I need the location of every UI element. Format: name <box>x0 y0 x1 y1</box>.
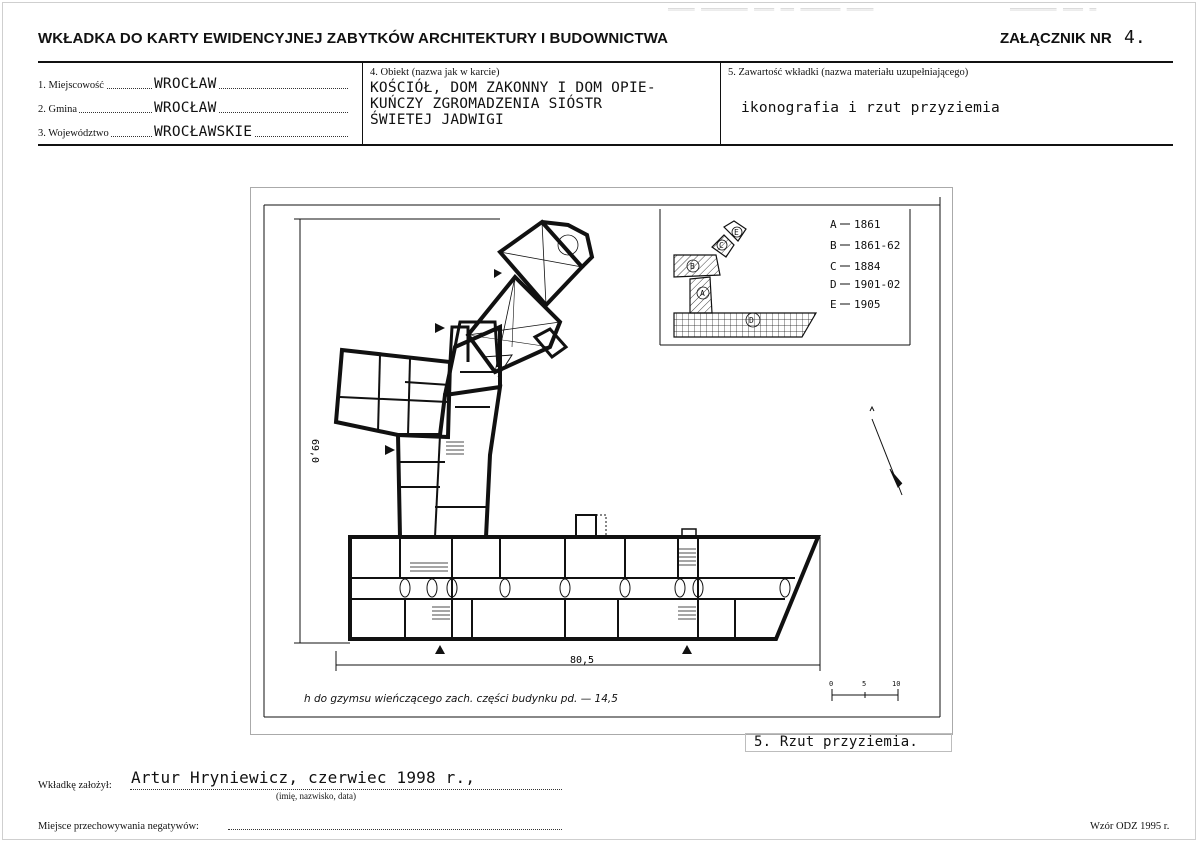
scale-bar <box>832 689 898 701</box>
municipality-field <box>38 99 348 115</box>
plan-caption: 5. Rzut przyziemia. <box>745 733 952 752</box>
north-arrow-icon <box>870 407 902 495</box>
svg-text:E: E <box>734 228 739 237</box>
legend-year-a: 1861 <box>854 218 881 231</box>
form-title: WKŁADKA DO KARTY EWIDENCYJNEJ ZABYTKÓW ARCHITEKTURY I BUDOWNICTWA <box>38 30 669 47</box>
voivodeship-label: 3. Województwo <box>38 128 109 139</box>
legend-year-b: 1861-62 <box>854 239 901 252</box>
svg-text:A: A <box>700 289 705 298</box>
church <box>468 222 592 377</box>
legend-key-d: D <box>830 278 837 291</box>
founder-label: Wkładkę założył: <box>38 780 112 791</box>
south-wing <box>350 515 818 639</box>
founder-value: Artur Hryniewicz, czerwiec 1998 r., <box>131 768 476 787</box>
founder-dots <box>130 789 562 790</box>
show-through-text: ════ ═══════ ═══ ══ ══════ ════ <box>668 3 874 16</box>
content-value: ikonografia i rzut przyziemia <box>741 100 1000 116</box>
legend-key-a: A <box>830 218 837 231</box>
legend-year-c: 1884 <box>854 260 881 273</box>
locality-value: WROCŁAW <box>154 76 217 92</box>
legend-year-e: 1905 <box>854 298 881 311</box>
dimension-lines <box>294 219 820 671</box>
column-separator <box>362 62 363 145</box>
scale-label-0: 0 <box>829 680 834 688</box>
template-label: Wzór ODZ 1995 r. <box>1090 821 1170 832</box>
scale-label-5: 5 <box>862 680 867 688</box>
content-label: 5. Zawartość wkładki (nazwa materiału uzupełniającego) <box>728 67 969 78</box>
legend-key-c: C <box>830 260 837 273</box>
height-note: h do gzymsu wieńczącego zach. części budynku pd. — 14,5 <box>304 693 618 705</box>
svg-text:C: C <box>719 241 724 250</box>
voivodeship-value: WROCŁAWSKIE <box>154 124 253 140</box>
municipality-value: WROCŁAW <box>154 100 217 116</box>
phasing-legend <box>830 218 900 311</box>
svg-text:D: D <box>749 316 754 325</box>
show-through-text-2: ═══════ ═══ ═ <box>1010 3 1097 16</box>
storage-dots <box>228 829 562 830</box>
object-value: KOŚCIÓŁ, DOM ZAKONNY I DOM OPIE- KUŃCZY ZGROMADZENIA SIÓSTR ŚWIETEJ JADWIGI <box>370 80 656 128</box>
header-top-rule <box>38 61 1173 63</box>
locality-label: 1. Miejscowość <box>38 80 104 91</box>
storage-label: Miejsce przechowywania negatywów: <box>38 821 199 832</box>
legend-key-b: B <box>830 239 837 252</box>
dimension-length: 80,5 <box>570 655 595 666</box>
legend-key-e: E <box>830 298 837 311</box>
object-label: 4. Obiekt (nazwa jak w karcie) <box>370 67 500 78</box>
column-separator <box>720 62 721 145</box>
voivodeship-field <box>38 123 348 139</box>
annex-label: ZAŁĄCZNIK NR <box>1000 30 1112 47</box>
legend-year-d: 1901-02 <box>854 278 901 291</box>
locality-field <box>38 75 348 91</box>
scale-bar-labels <box>829 680 900 688</box>
svg-text:B: B <box>690 262 695 271</box>
west-building <box>336 327 468 437</box>
annex-number: 4. <box>1124 27 1146 48</box>
dimension-height: 69,0 <box>309 439 320 464</box>
founder-hint: (imię, nazwisko, data) <box>276 791 356 801</box>
scale-label-10: 10 <box>892 680 901 688</box>
municipality-label: 2. Gmina <box>38 104 78 115</box>
header-bottom-rule <box>38 144 1173 146</box>
floor-plan-drawing <box>250 187 953 735</box>
